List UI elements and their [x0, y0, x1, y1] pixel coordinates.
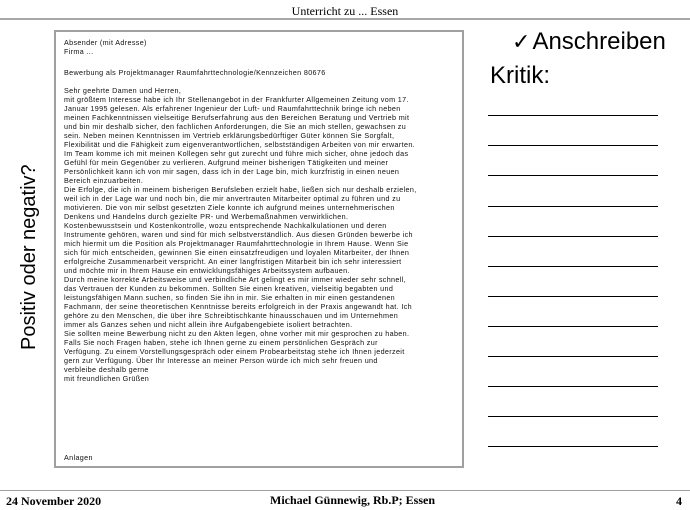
cover-letter-document: [54, 30, 464, 468]
writing-line: [488, 356, 658, 357]
letter-sender: Absender (mit Adresse) Firma ...: [64, 38, 147, 56]
writing-line: [488, 266, 658, 267]
letter-body: Sehr geehrte Damen und Herren, mit größtem Interesse habe ich Ihr Stellenangebot in der Frankfurter Allgemeinen Zeitung vom 17. Januar 1995 gelesen. Als erfahrener Ingenieur der Luft- und Raumfahrttechnik bringe ich neben meinen Fachkenntnissen vielseitige Berufserfahrung aus den Bereichen Beratung und Vertrieb mit und bin mir deshalb sicher, den fachlichen Anforderungen, die Sie an mich stellen, gewachsen zu sein. Neben meinen Kenntnissen im Vertrieb erklärungsbedürftiger Güter können Sie Sorgfalt, Flexibilität und die Fähigkeit zum eigenverantwortlichen, selbstständigen Arbeiten von mir erwarten. Im Team komme ich mit meinen Kollegen sehr gut zurecht und führe mich sicher, ohne jedoch das Gefühl für mein Gegenüber zu verlieren. Aufgrund meiner bisherigen Tätigkeiten und meiner Persönlichkeit kann ich von mir sagen, dass ich in der Lage bin, mich kurzfristig in einen neuen Bereich einzuarbeiten. Die Erfolge, die ich in meinem bisherigen Berufsleben erzielt habe, ließen sich nur deshalb erzielen, weil ich in der Lage war und noch bin, die mir anvertrauten Mitarbeiter optimal zu führen und zu motivieren. Die von mir selbst gesetzten Ziele konnte ich aufgrund meines unternehmerischen Denkens und Handelns durch gezielte PR- und Werbemaßnahmen verwirklichen. Kostenbewusstsein und Kostenkontrolle, wozu entsprechende Nachkalkulationen und deren Instrumente gehören, waren und sind für mich selbstverständlich. Aus diesen Gründen bewerbe ich mich hiermit um die Position als Projektmanager Raumfahrttechnologie in Ihrem Hause. Wenn Sie sich für mich entscheiden, gewinnen Sie einen einsatzfreudigen und loyalen Mitarbeiter, der Ihnen erfolgreiche Zusammenarbeit verspricht. An einer langfristigen Mitarbeit bin ich sehr interessiert und möchte mir in Ihrem Hause ein entwicklungsfähiges Arbeitssystem aufbauen. Durch meine korrekte Arbeitsweise und verbindliche Art gelingt es mir immer wieder sehr schnell, das Vertrauen der Kunden zu bekommen. Sollten Sie einen kreativen, vielseitig begabten und leistungsfähigen Mann suchen, so finden Sie ihn in mir. Sie erhalten in mir einen gestandenen Fachmann, der seine theoretischen Kenntnisse bereits erfolgreich in der Praxis angewandt hat. Ich gehöre zu den Menschen, die über ihre Schreibtischkante hinausschauen und im Unternehmen immer als Ganzes sehen und nicht allein ihre Aufgabengebiete isoliert betrachten. Sie sollten meine Bewerbung nicht zu den Akten legen, ohne vorher mit mir gesprochen zu haben. Falls Sie noch Fragen haben, stehe ich Ihnen gerne zu einem persönlichen Gespräch zur Verfügung. Zu einem Vorstellungsgespräch oder einem Probearbeitstag stehe ich Ihnen jederzeit gern zur Verfügung. Über Ihr Interesse an meiner Person würde ich mich sehr freuen und verbleibe deshalb gerne mit freundlichen Grüßen: [64, 86, 417, 383]
writing-line: [488, 175, 658, 176]
page-number: 4: [676, 494, 682, 508]
writing-line: [488, 386, 658, 387]
writing-line: [488, 326, 658, 327]
check-mark-icon: ✓: [512, 29, 531, 54]
footer-date: 24 November 2020: [6, 494, 102, 508]
writing-line: [488, 145, 658, 146]
writing-line: [488, 236, 658, 237]
writing-line: [488, 115, 658, 116]
vertical-question-label: Positiv oder negativ?: [18, 164, 40, 350]
writing-line: [488, 296, 658, 297]
kritik-heading: Kritik:: [490, 62, 550, 89]
anschreiben-label: Anschreiben: [532, 28, 666, 55]
anschreiben-heading: [512, 28, 666, 56]
header-divider: [0, 18, 690, 20]
footer-author: Michael Günnewig, Rb.P; Essen: [270, 493, 436, 507]
writing-line: [488, 416, 658, 417]
writing-line: [488, 446, 658, 447]
letter-subject: Bewerbung als Projektmanager Raumfahrttechnologie/Kennzeichen 80676: [64, 68, 326, 77]
footer-divider: [0, 490, 690, 491]
slide-title: Unterricht zu ... Essen: [291, 4, 399, 18]
letter-enclosure: Anlagen: [64, 453, 93, 462]
writing-line: [488, 206, 658, 207]
